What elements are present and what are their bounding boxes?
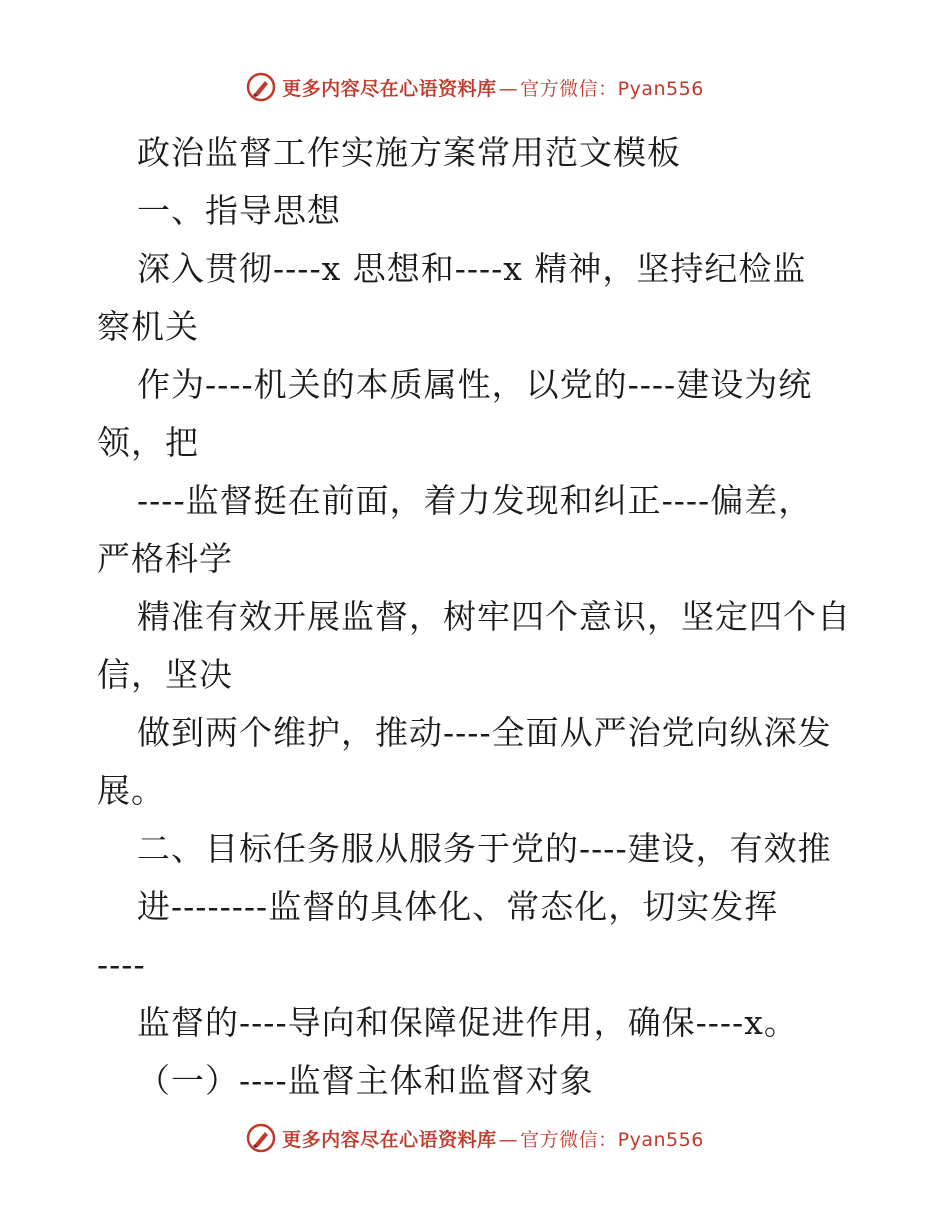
paragraph-line: 严格科学 xyxy=(97,539,233,578)
section-heading: 二、目标任务服从服务于党的----建设，有效推 xyxy=(137,829,832,868)
watermark-text: 更多内容尽在心语资料库 — 官方微信：Pyan556 xyxy=(282,1128,704,1151)
watermark-footer xyxy=(0,1123,950,1153)
paragraph-line: ---- xyxy=(97,945,146,984)
paragraph-line: 深入贯彻----x 思想和----x 精神，坚持纪检监 xyxy=(137,249,807,288)
document-body xyxy=(97,124,857,1110)
pen-seal-icon xyxy=(246,1123,276,1153)
paragraph-line: 展。 xyxy=(97,771,165,810)
watermark-header xyxy=(0,72,950,102)
paragraph-line: 察机关 xyxy=(97,307,199,346)
pen-seal-icon xyxy=(246,72,276,102)
document-title: 政治监督工作实施方案常用范文模板 xyxy=(137,133,681,172)
paragraph-line: 做到两个维护，推动----全面从严治党向纵深发 xyxy=(137,713,832,752)
paragraph-line: 作为----机关的本质属性，以党的----建设为统 xyxy=(137,365,813,404)
watermark-text: 更多内容尽在心语资料库 — 官方微信：Pyan556 xyxy=(282,77,704,100)
paragraph-line: 信，坚决 xyxy=(97,655,233,694)
paragraph-line: 精准有效开展监督，树牢四个意识，坚定四个自 xyxy=(137,597,851,636)
paragraph-line: 监督的----导向和保障促进作用，确保----x。 xyxy=(137,1003,798,1042)
paragraph-line: ----监督挺在前面，着力发现和纠正----偏差， xyxy=(137,481,813,520)
section-heading: 一、指导思想 xyxy=(137,191,341,230)
paragraph-line: 进--------监督的具体化、常态化，切实发挥 xyxy=(137,887,779,926)
paragraph-line: 领，把 xyxy=(97,423,199,462)
subsection-heading: （一）----监督主体和监督对象 xyxy=(137,1061,594,1100)
